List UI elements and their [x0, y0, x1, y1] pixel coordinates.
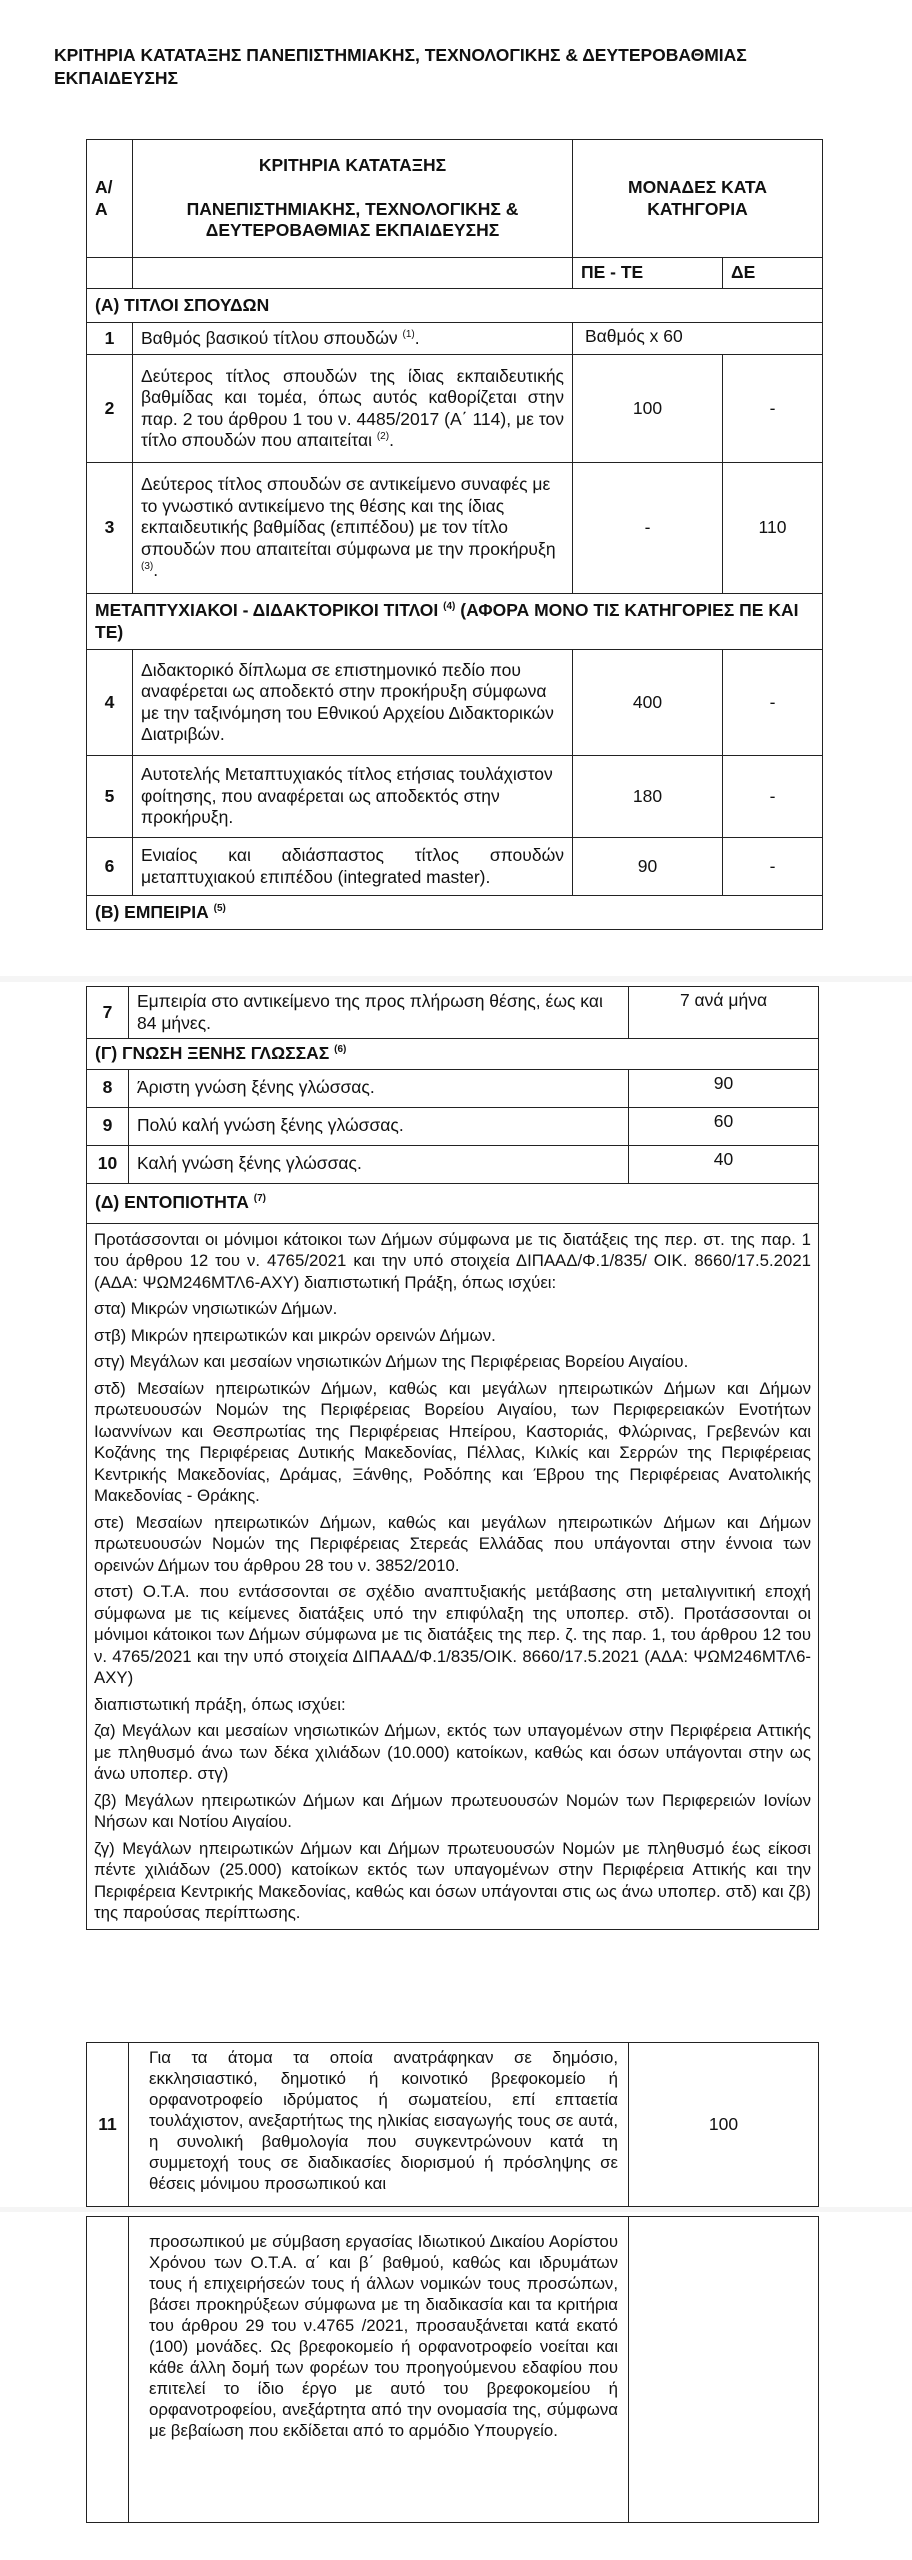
section-d-text [87, 1223, 819, 1929]
row-5-de: - [723, 756, 823, 838]
row-1-text: Βαθμός βασικού τίτλου σπουδών $^{(1)}$. [133, 323, 573, 355]
row-4-de: - [723, 650, 823, 756]
row-4-text: Διδακτορικό δίπλωμα σε επιστημονικό πεδίο που αναφέρεται ως αποδεκτό στην προκήρυξη σύμφωνα με την ταξινόμηση του Εθνικού Αρχείου Διδακτορικών Διατριβών. [133, 650, 573, 756]
row-2-text: Δεύτερος τίτλος σπουδών της ίδιας εκπαιδευτικής βαθμίδας και τομέα, όπως αυτός καθορίζεται στην παρ. 2 του άρθρου 1 του ν. 4485/2017 (Α΄ 114), με τον τίτλο σπουδών που απαιτείται $^{(2)}$. [133, 355, 573, 463]
header-criteria [133, 140, 573, 258]
row-7-text: Εμπειρία στο αντικείμενο της προς πλήρωση θέσης, έως και 84 μήνες. [129, 987, 629, 1039]
row-6-pe: 90 [573, 838, 723, 896]
section-postgrad-heading: ΜΕΤΑΠΤΥΧΙΑΚΟΙ - ΔΙΔΑΚΤΟΡΙΚΟΙ ΤΙΤΛΟΙ $^{(4)}$ (ΑΦΟΡΑ ΜΟΝΟ ΤΙΣ ΚΑΤΗΓΟΡΙΕΣ ΠΕ ΚΑΙ ΤΕ) [87, 594, 823, 650]
row-1-num: 1 [87, 323, 133, 355]
row-11-continuation-text: προσωπικού με σύμβαση εργασίας Ιδιωτικού Δικαίου Αορίστου Χρόνου των Ο.Τ.Α. α΄ και β΄ βαθμού, καθώς και ιδρυμάτων τους ή επιχειρήσεών τους ή άλλων νομικών τους προσώπων, βάσει προκηρύξεων σύμφωνα με τη διαδικασία και τα κριτήρια του άρθρου 29 του ν.4765 /2021, προσαυξάνεται κατά εκατό (100) μονάδες. Ως βρεφοκομείο ή ορφανοτροφείο νοείται και κάθε άλλη δομή των φορέων του προηγούμενου εδαφίου που επιτελεί το ίδιο έργο με αυτό του βρεφοκομείου ή ορφανοτροφείου, ανεξάρτητα από την ονομασία της, σύμφωνα με βεβαίωση που εκδίδεται από το αρμόδιο Υπουργείο. [129, 2217, 629, 2523]
row-3-text: Δεύτερος τίτλος σπουδών σε αντικείμενο συναφές με το γνωστικό αντικείμενο της θέσης και της ίδιας εκπαιδευτικής βαθμίδας (επιπέδου) με τον τίτλο σπουδών που απαιτείται σύμφωνα με την προκήρυξη $^{(3)}$. [133, 463, 573, 594]
header-units: ΜΟΝΑΔΕΣ ΚΑΤΑ ΚΑΤΗΓΟΡΙΑ [573, 140, 823, 258]
row-5-num: 5 [87, 756, 133, 838]
row-1-value: Βαθμός x 60 [573, 323, 823, 355]
row-9-text: Πολύ καλή γνώση ξένης γλώσσας. [129, 1107, 629, 1145]
row-5-text: Αυτοτελής Μεταπτυχιακός τίτλος ετήσιας τουλάχιστον φοίτησης, που αναφέρεται ως αποδεκτός στην προκήρυξη. [133, 756, 573, 838]
row-10-num: 10 [87, 1145, 129, 1183]
row-2-de: - [723, 355, 823, 463]
section-g-heading: (Γ) ΓΝΩΣΗ ΞΕΝΗΣ ΓΛΩΣΣΑΣ $^{(6)}$ [87, 1039, 819, 1070]
header-de: ΔΕ [723, 258, 823, 289]
row-8-value: 90 [629, 1069, 819, 1107]
criteria-table-part-4 [86, 2216, 819, 2523]
row-7-value: 7 ανά μήνα [629, 987, 819, 1039]
row-6-text: Ενιαίος και αδιάσπαστος τίτλος σπουδών μεταπτυχιακού επιπέδου (integrated master). [133, 838, 573, 896]
entopiotita-paragraph: στγ) Μεγάλων και μεσαίων νησιωτικών Δήμων της Περιφέρειας Βορείου Αιγαίου. [94, 1352, 689, 1371]
row-8-num: 8 [87, 1069, 129, 1107]
header-pe-te: ΠΕ - ΤΕ [573, 258, 723, 289]
entopiotita-paragraph: στε) Μεσαίων ηπειρωτικών Δήμων, καθώς και μεγάλων ηπειρωτικών Δήμων και Δήμων πρωτευουσών Νομών της Περιφέρειας Στερεάς Ελλάδας που υπάγονται στην έννοια των ορεινών Δήμων του άρθρου 28 του ν. 3852/2010. [94, 1512, 811, 1575]
row-11-num: 11 [87, 2043, 129, 2207]
row-3-pe: - [573, 463, 723, 594]
row-6-num: 6 [87, 838, 133, 896]
entopiotita-paragraph: στστ) Ο.Τ.Α. που εντάσσονται σε σχέδιο αναπτυξιακής μετάβασης στη μεταλιγνιτική εποχή σύμφωνα με τις κείμενες διατάξεις υπό την επιφύλαξη της υποπερ. στδ). Προτάσσονται οι μόνιμοι κάτοικοι των Δήμων σύμφωνα με τις διατάξεις της περ. ζ. της παρ. 1, του άρθρου 12 του ν. 4765/2021 και την υπό στοιχεία ΔΙΠΑΑΔ/Φ.1/835/ΟΙΚ. 8660/17.5.2021 (ΑΔΑ: ΨΩΜ246ΜΤΛ6-ΑΧΥ) [94, 1582, 811, 1687]
row-11-value: 100 [629, 2043, 819, 2207]
row-3-num: 3 [87, 463, 133, 594]
row-6-de: - [723, 838, 823, 896]
criteria-table-part-1 [86, 139, 823, 930]
row-10-text: Καλή γνώση ξένης γλώσσας. [129, 1145, 629, 1183]
row-4-pe: 400 [573, 650, 723, 756]
row-8-text: Άριστη γνώση ξένης γλώσσας. [129, 1069, 629, 1107]
criteria-table-part-2 [86, 986, 819, 1930]
section-b-heading: (Β) ΕΜΠΕΙΡΙΑ $^{(5)}$ [87, 896, 823, 930]
row-9-value: 60 [629, 1107, 819, 1145]
row-2-num: 2 [87, 355, 133, 463]
row-10-value: 40 [629, 1145, 819, 1183]
row-11-text: Για τα άτομα τα οποία ανατράφηκαν σε δημόσιο, εκκλησιαστικό, δημοτικό ή κοινοτικό βρεφοκομείο ή ορφανοτροφείο ιδρύματος ή σωματείου, επί επταετία τουλάχιστον, ανεξαρτήτως της ηλικίας εισαγωγής τους σε αυτά, η συνολική βαθμολογία που συγκεντρώνουν κατά τη συμμετοχή τους σε διαδικασίες διορισμού ή πρόσληψης σε θέσεις μόνιμου προσωπικού και [129, 2043, 629, 2207]
document-title: ΚΡΙΤΗΡΙΑ ΚΑΤΑΤΑΞΗΣ ΠΑΝΕΠΙΣΤΗΜΙΑΚΗΣ, ΤΕΧΝΟΛΟΓΙΚΗΣ & ΔΕΥΤΕΡΟΒΑΘΜΙΑΣ ΕΚΠΑΙΔΕΥΣΗΣ [54, 45, 747, 88]
criteria-table-part-3 [86, 2042, 819, 2207]
row-9-num: 9 [87, 1107, 129, 1145]
row-2-pe: 100 [573, 355, 723, 463]
entopiotita-paragraph: ζα) Μεγάλων και μεσαίων νησιωτικών Δήμων, εκτός των υπαγομένων στην Περιφέρεια Αττικής με πληθυσμό άνω των δέκα χιλιάδων (10.000) κατοίκων, καθώς και όσων υπάγονται στην ως άνω υποπερ. στγ) [94, 1721, 811, 1783]
row-5-pe: 180 [573, 756, 723, 838]
header-criteria-line2: ΠΑΝΕΠΙΣΤΗΜΙΑΚΗΣ, ΤΕΧΝΟΛΟΓΙΚΗΣ & ΔΕΥΤΕΡΟΒΑΘΜΙΑΣ ΕΚΠΑΙΔΕΥΣΗΣ [186, 198, 519, 241]
row-7-num: 7 [87, 987, 129, 1039]
section-d-heading: (Δ) ΕΝΤΟΠΙΟΤΗΤΑ $^{(7)}$ [87, 1183, 819, 1223]
entopiotita-paragraph: Προτάσσονται οι μόνιμοι κάτοικοι των Δήμων σύμφωνα με τις διατάξεις της περ. στ. της παρ. 1 του άρθρου 12 του ν. 4765/2021 και την υπό στοιχεία ΔΙΠΑΑΔ/Φ.1/835/ ΟΙΚ. 8660/17.5.2021 (ΑΔΑ: ΨΩΜ246ΜΤΛ6-ΑΧΥ) διαπιστωτική Πράξη, όπως ισχύει: [94, 1229, 811, 1292]
entopiotita-paragraph: ζβ) Μεγάλων ηπειρωτικών Δήμων και Δήμων πρωτευουσών Νομών των Περιφερειών Ιονίων Νήσων και Νοτίου Αιγαίου. [94, 1790, 811, 1831]
header-criteria-line1: ΚΡΙΤΗΡΙΑ ΚΑΤΑΤΑΞΗΣ [258, 155, 447, 176]
entopiotita-paragraph: στβ) Μικρών ηπειρωτικών και μικρών ορεινών Δήμων. [94, 1325, 496, 1345]
entopiotita-paragraph: στδ) Μεσαίων ηπειρωτικών Δήμων, καθώς και μεγάλων ηπειρωτικών Δήμων και Δήμων πρωτευουσών Νομών της Περιφέρειας Βορείου Αιγαίου, των Περιφερειακών Ενοτήτων Ιωαννίνων και Θεσπρωτίας της Περιφέρειας Ηπείρου, Καστοριάς, Φλώρινας, Γρεβενών και Κοζάνης της Περιφέρειας Δυτικής Μακεδονίας, Πέλλας, Κιλκίς και Σερρών της Περιφέρειας Κεντρικής Μακεδονίας, Δράμας, Ξάνθης, Ροδόπης και Έβρου της Περιφέρειας Ανατολικής Μακεδονίας - Θράκης. [94, 1378, 811, 1505]
entopiotita-paragraph: ζγ) Μεγάλων ηπειρωτικών Δήμων και Δήμων πρωτευουσών Νομών με πληθυσμό έως είκοσι πέντε χιλιάδων (25.000) κατοίκων εκτός των υπαγομένων στην Περιφέρεια Αττικής και την Περιφέρεια Κεντρικής Μακεδονίας, καθώς και όσων υπάγονται στις ως άνω υποπερ. στδ) και ζβ) της παρούσας περίπτωσης. [94, 1838, 811, 1922]
row-4-num: 4 [87, 650, 133, 756]
header-aa: Α/Α [87, 140, 133, 258]
entopiotita-paragraph: στα) Μικρών νησιωτικών Δήμων. [94, 1299, 338, 1318]
entopiotita-paragraph: διαπιστωτική πράξη, όπως ισχύει: [94, 1694, 346, 1714]
row-3-de: 110 [723, 463, 823, 594]
section-a-heading: (Α) ΤΙΤΛΟΙ ΣΠΟΥΔΩΝ [87, 289, 823, 323]
